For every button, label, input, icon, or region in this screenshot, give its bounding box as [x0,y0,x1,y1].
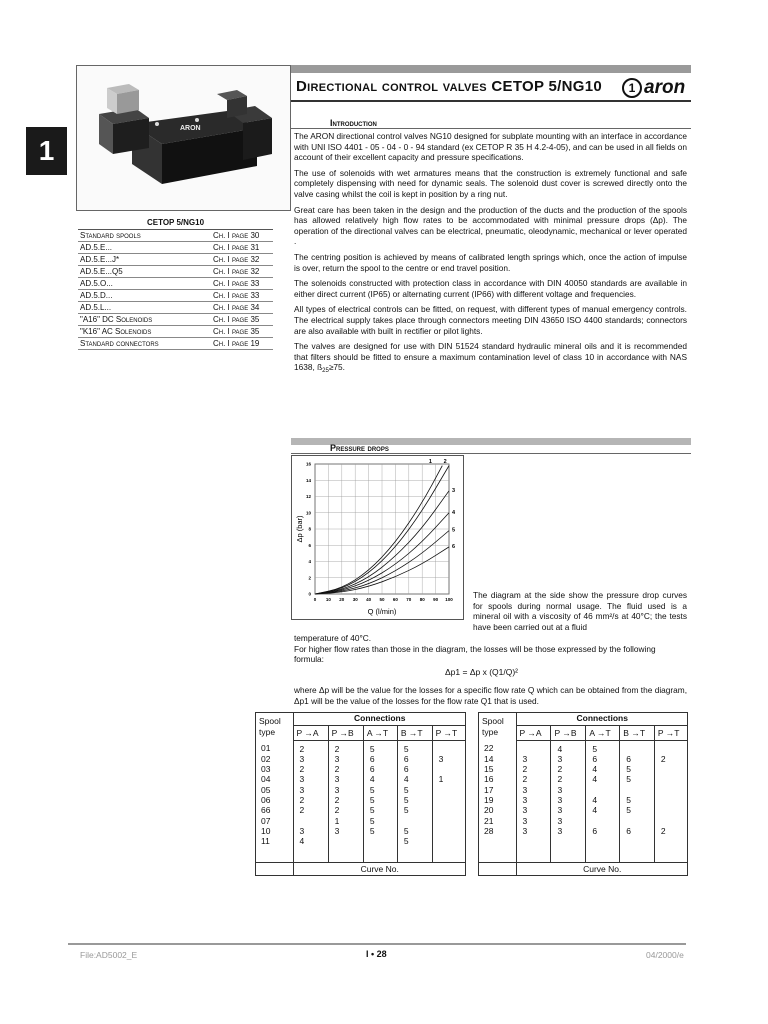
curve-cell [654,740,688,754]
spool-table-right [478,712,688,875]
x-axis-label: Q (l/min) [367,607,397,616]
curve-cell: 5 [397,785,432,795]
curve-cell: 3 [293,826,328,836]
x-tick-label: 100 [445,597,453,602]
formula: Δp1 = Δp x (Q1/Q)² [445,667,519,677]
curve-cell: 4 [551,740,586,754]
curve-cell: 4 [586,795,620,805]
intro-paragraph-last [294,341,687,377]
curve-cell [586,816,620,826]
curve-cell: 5 [586,740,620,754]
x-tick-label: 0 [313,597,317,602]
spool-type-cell: 28 [478,826,516,836]
reference-row [78,266,273,278]
curve-cell: 2 [293,764,328,774]
intro-last-text: The valves are designed for use with DIN 51524 standard hydraulic mineral oils and it is recommended that filters should be fitted to ensure a maximum contamination level of class 10 in accordance with NAS 1638, ß [294,341,687,373]
curve-cell [397,816,432,826]
reference-table [78,217,273,350]
chart-description: The diagram at the side show the pressure drop curves for spools during normal usage. The fluid used is a mineral oil with a viscosity of 46 mm²/s at 40°C; the tests have been carried out at a fluid [473,590,687,632]
curve-cell: 5 [397,836,432,846]
curve-cell: 3 [516,816,551,826]
curve-cell: 3 [551,754,586,764]
connection-col-header: P →A [293,725,328,740]
curve-cell: 5 [620,795,655,805]
curve-cell: 4 [363,774,397,784]
spool-type-cell: 10 [255,826,293,836]
x-tick-label: 20 [339,597,345,602]
reference-page: Ch. I page 32 [211,254,273,266]
curve-cell: 5 [363,816,397,826]
series-label: 1 [428,459,432,465]
reference-page: Ch. I page 31 [211,242,273,254]
curve-cell [432,785,466,795]
curve-cell: 5 [397,826,432,836]
curve-cell: 6 [620,826,655,836]
footer-file: File:AD5002_E [80,950,138,960]
curve-cell: 3 [516,805,551,815]
series-label: 5 [452,527,456,534]
curve-cell [654,795,688,805]
curve-cell: 3 [551,826,586,836]
y-tick-label: 6 [308,542,311,548]
curve-cell: 4 [586,764,620,774]
curve-cell: 5 [620,805,655,815]
curve-cell: 2 [328,795,363,805]
reference-name: Standard spools [78,230,211,242]
curve-cell: 2 [516,764,551,774]
reference-row [78,278,273,290]
reference-name: AD.5.O... [78,278,211,290]
curve-cell: 5 [363,826,397,836]
reference-row [78,242,273,254]
footer-page: I • 28 [366,949,387,959]
y-tick-label: 16 [305,461,311,467]
curve-cell: 5 [620,774,655,784]
spool-row [255,826,466,836]
x-tick-label: 60 [392,597,398,602]
curve-cell [363,836,397,846]
temperature-line: temperature of 40°C. [294,633,372,643]
curve-cell: 3 [293,754,328,764]
spool-row [478,795,688,805]
spool-row [478,785,688,795]
connection-col-header: P →B [328,725,363,740]
connection-col-header: B →T [620,725,655,740]
curve-cell: 2 [293,805,328,815]
y-tick-label: 4 [308,559,311,564]
svg-text:ARON: ARON [180,125,201,132]
connections-header: Connections [516,712,688,725]
series-label: 4 [452,509,456,516]
curve-number-footer: Curve No. [293,862,466,875]
curve-cell [432,816,466,826]
intro-paragraph: All types of electrical controls can be fitted, on request, with different types of manual emergency controls. The electrical supply takes place through connectors meeting DIN 43650 ISO 4400 standards; connectors are also available with built in rectifier or pilot lights. [294,304,687,336]
curve-cell: 2 [293,795,328,805]
intro-paragraph: The ARON directional control valves NG10 designed for subplate mounting with an interface in accordance with UNI ISO 4401 - 05 - 04 - 0 - 94 standard (ex CETOP R 35 H 4.2-4-05), and can be used in all fields on account of their excellent capacity and pressure specifications. [294,131,687,163]
pressure-divider [291,453,691,454]
curve-cell: 5 [397,805,432,815]
spool-row [255,836,466,846]
temperature-text [294,633,687,665]
title-prefix: Directional control valves [296,78,487,95]
spool-row [255,754,466,764]
curve-cell [586,785,620,795]
footer-divider [68,943,686,945]
curve-cell: 6 [363,754,397,764]
intro-paragraph: The centring position is achieved by means of calibrated length springs which, once the action of impulse is over, return the spool to the centre or end travel position. [294,251,687,273]
curve-cell [654,816,688,826]
curve-cell: 2 [551,764,586,774]
reference-row [78,290,273,302]
curve-cell: 3 [516,795,551,805]
spool-type-cell: 16 [478,774,516,784]
connections-header: Connections [293,712,466,725]
spool-row [478,826,688,836]
curve-cell [654,774,688,784]
curve-cell [654,785,688,795]
spool-row [255,764,466,774]
title-divider [291,100,691,102]
reference-row [78,338,273,350]
curve-cell: 3 [551,795,586,805]
chapter-tab: 1 [26,127,67,175]
curve-cell: 2 [328,805,363,815]
curve-cell: 6 [586,826,620,836]
y-axis-label: Δp (bar) [295,515,304,543]
spool-type-cell: 22 [478,740,516,754]
curve-cell: 3 [551,816,586,826]
spool-row [478,816,688,826]
curve-cell: 5 [363,805,397,815]
curve-cell: 5 [397,740,432,754]
spool-type-cell: 19 [478,795,516,805]
spool-type-cell: 07 [255,816,293,826]
header-bar [291,65,691,73]
intro-text [294,131,687,382]
curve-cell: 6 [363,764,397,774]
curve-cell: 5 [363,795,397,805]
spool-row [478,754,688,764]
curve-cell: 3 [438,753,444,764]
curve-cell: 3 [328,754,363,764]
reference-page: Ch. I page 33 [211,278,273,290]
pressure-drop-chart [291,455,464,620]
reference-page: Ch. I page 35 [211,326,273,338]
x-tick-label: 30 [352,597,358,602]
reference-row [78,254,273,266]
y-tick-label: 14 [305,477,311,483]
curve-cell [432,826,466,836]
curve-cell: 6 [586,754,620,764]
curve-cell: 3 [293,785,328,795]
reference-page: Ch. I page 32 [211,266,273,278]
beta-subscript: 25 [322,368,329,375]
curve-cell: 3 [551,805,586,815]
spool-type-cell: 66 [255,805,293,815]
intro-paragraph: Great care has been taken in the design and the production of the ducts and the production of the spools has allowed relatively high flow rates to be accommodated with minimal pressure drops (Δp). The operation of the directional valves can be electrical, pneumatic, oleodynamic, mechanical or lever operated . [294,204,687,247]
reference-page: Ch. I page 33 [211,290,273,302]
reference-row [78,326,273,338]
connection-col-header: P →A [516,725,551,740]
brand-logo [622,77,685,99]
curve-cell: 2 [516,774,551,784]
spool-type-cell: 20 [478,805,516,815]
beta-tail: ≥75. [328,362,345,373]
reference-name: AD.5.L... [78,302,211,314]
reference-table-heading: CETOP 5/NG10 [78,217,273,230]
curve-cell: 5 [363,740,397,754]
curve-cell: 4 [586,774,620,784]
page-title [296,78,602,95]
curve-cell: 3 [516,826,551,836]
spool-type-cell: 06 [255,795,293,805]
reference-name: AD.5.D... [78,290,211,302]
spool-type-cell: 14 [478,754,516,764]
x-tick-label: 10 [325,597,331,602]
curve-cell: 5 [397,795,432,805]
y-tick-label: 10 [305,510,311,516]
intro-divider [291,128,691,129]
product-photo [76,65,291,211]
curve-cell [654,805,688,815]
pressure-heading: Pressure drops [330,443,389,453]
curve-cell [432,764,466,774]
curve-cell [293,816,328,826]
curve-cell [620,816,655,826]
x-tick-label: 50 [379,597,385,602]
reference-name: AD.5.E...Q5 [78,266,211,278]
curve-cell: 2 [660,753,666,764]
reference-row [78,302,273,314]
spool-row [255,785,466,795]
spool-row [255,795,466,805]
curve-cell: 3 [516,754,551,764]
curve-number-footer: Curve No. [516,862,688,875]
spool-type-cell: 03 [255,764,293,774]
connection-col-header: B →T [397,725,432,740]
spool-table-left [255,712,466,875]
curve-cell: 1 [328,816,363,826]
spool-row [255,774,466,784]
reference-name: AD.5.E...J* [78,254,211,266]
y-tick-label: 2 [308,575,311,581]
curve-cell: 3 [328,785,363,795]
spool-row [255,816,466,826]
connection-col-header: P →T [654,725,688,740]
reference-name: "A16" DC Solenoids [78,314,211,326]
curve-cell [432,740,466,754]
y-tick-label: 8 [308,526,311,532]
series-label: 3 [452,487,456,494]
reference-page: Ch. I page 34 [211,302,273,314]
curve-cell: 6 [397,764,432,774]
reference-name: Standard connectors [78,338,211,350]
reference-name: "K16" AC Solenoids [78,326,211,338]
reference-page: Ch. I page 30 [211,230,273,242]
spool-row [478,774,688,784]
reference-page: Ch. I page 19 [211,338,273,350]
x-tick-label: 80 [419,597,425,602]
curve-cell [516,740,551,754]
curve-cell: 3 [516,785,551,795]
x-tick-label: 90 [433,597,439,602]
title-model: CETOP 5/NG10 [491,78,603,95]
x-tick-label: 70 [406,597,412,602]
series-label: 2 [443,459,447,465]
spool-type-cell: 17 [478,785,516,795]
curve-cell [432,805,466,815]
spool-row [255,805,466,815]
connection-col-header: A →T [586,725,620,740]
curve-cell: 5 [363,785,397,795]
curve-cell [432,795,466,805]
brand-name: aron [644,77,686,98]
reference-name: AD.5.E... [78,242,211,254]
footer-date: 04/2000/e [646,950,684,960]
spool-type-cell: 04 [255,774,293,784]
connection-col-header: P →B [551,725,586,740]
curve-cell: 2 [328,740,363,754]
formula-explanation: where Δp will be the value for the losses for a specific flow rate Q which can be obtained from the diagram, Δp1 will be the value of the losses for the flow rate Q1 that is used. [294,685,687,706]
spool-type-header: Spool type [478,712,516,740]
curve-cell: 6 [397,754,432,764]
spool-type-cell: 11 [255,836,293,846]
curve-cell: 2 [551,774,586,784]
spool-row [478,805,688,815]
curve-cell: 3 [293,774,328,784]
curve-cell: 2 [328,764,363,774]
curve-cell [620,740,655,754]
curve-cell: 2 [293,740,328,754]
brand-logo-circle: 1 [622,78,642,98]
curve-cell: 3 [328,774,363,784]
intro-paragraph: The solenoids constructed with protection class in accordance with DIN 40050 standards are available in either direct current (IP65) or alternating current (IP66) with different voltage and frequencies. [294,278,687,299]
spool-type-cell: 15 [478,764,516,774]
curve-cell: 3 [328,826,363,836]
reference-row [78,230,273,242]
spool-type-cell: 02 [255,754,293,764]
spool-type-header: Spool type [255,712,293,740]
curve-cell: 4 [586,805,620,815]
curve-cell [328,836,363,846]
curve-cell: 6 [620,754,655,764]
curve-cell: 5 [620,764,655,774]
series-label: 6 [452,543,456,550]
y-tick-label: 0 [308,591,311,597]
curve-cell [654,764,688,774]
intro-paragraph: The use of solenoids with wet armatures means that the construction is extremely functional and safe completely dispensing with need for dynamic seals. The solenoid dust cover is screwed directly onto the valve casing whilst the coil is kept in position by a ring nut. [294,167,687,199]
spool-row [478,740,688,754]
spool-type-cell: 21 [478,816,516,826]
spool-type-cell: 05 [255,785,293,795]
curve-cell: 1 [438,774,444,785]
spool-type-cell: 01 [255,740,293,754]
connection-col-header: A →T [363,725,397,740]
curve-cell: 4 [293,836,328,846]
curve-cell [620,785,655,795]
connection-col-header: P →T [432,725,466,740]
curve-cell: 4 [397,774,432,784]
reference-row [78,314,273,326]
reference-page: Ch. I page 35 [211,314,273,326]
curve-cell: 3 [551,785,586,795]
intro-heading: Introduction [330,118,377,128]
higher-flow-text: For higher flow rates than those in the diagram, the losses will be those expressed by the following formula: [294,643,656,665]
spool-row [478,764,688,774]
spool-row [255,740,466,754]
chart-svg [292,456,465,621]
curve-cell [432,836,466,846]
y-tick-label: 12 [305,494,311,499]
x-tick-label: 40 [366,597,372,602]
curve-cell: 2 [660,825,666,836]
